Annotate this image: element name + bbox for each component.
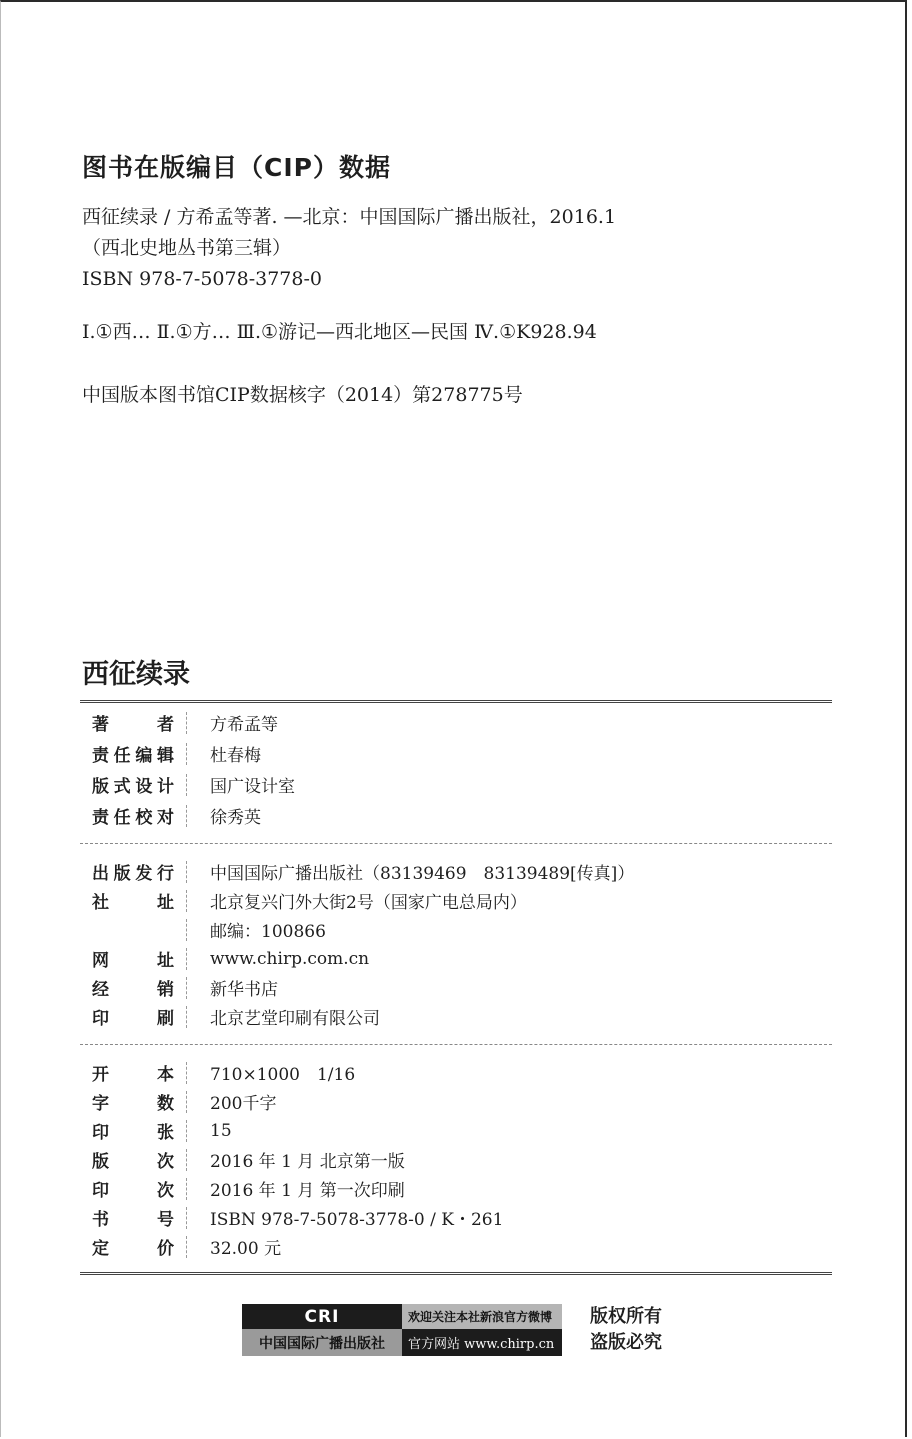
label-char: 发 [135,864,153,884]
cip-isbn-line: ISBN 978-7-5078-3778-0 [82,268,322,290]
website-text: 官方网站 www.chirp.cn [402,1329,562,1356]
info-row [82,915,822,944]
label-char: 社 [92,893,109,913]
label-char: 设 [135,777,153,797]
label-char: 辑 [156,746,174,766]
info-value: 徐秀英 [210,808,261,828]
info-row [82,739,822,768]
info-value: 新华书店 [210,980,278,1000]
info-row [82,1203,822,1232]
info-value: 杜春梅 [210,746,261,766]
label-char: 责 [92,808,109,828]
label-char: 任 [113,808,131,828]
label-separator [186,948,188,970]
label-char: 版 [92,777,109,797]
label-separator [186,1120,188,1142]
info-value: www.chirp.com.cn [210,948,370,969]
cip-classification-line: Ⅰ.①西… Ⅱ.①方… Ⅲ.①游记—西北地区—民国 Ⅳ.①K928.94 [82,321,597,343]
label-char: 字 [92,1094,109,1114]
label-separator [186,1178,188,1200]
label-char: 经 [92,980,109,1000]
label-char: 计 [156,777,174,797]
info-label [82,1004,174,1029]
label-char: 编 [135,746,153,766]
info-value: 北京复兴门外大街2号（国家广电总局内） [210,893,527,913]
label-separator [186,805,188,827]
publisher-logo [242,1304,402,1356]
label-char: 开 [92,1065,109,1085]
info-label [82,975,174,1000]
cip-title-line: 西征续录 / 方希孟等著. —北京：中国国际广播出版社，2016.1 [82,206,617,228]
info-label [82,946,174,971]
info-row [82,944,822,973]
label-separator [186,743,188,765]
label-char: 书 [92,1210,109,1230]
label-char: 者 [157,715,174,735]
info-value: 方希孟等 [210,715,278,735]
label-char: 本 [157,1065,174,1085]
info-value: 15 [210,1120,232,1141]
piracy-line: 盗版必究 [590,1332,662,1353]
info-row [82,1232,822,1261]
label-separator [186,1062,188,1084]
label-separator [186,919,188,941]
rights-line: 版权所有 [590,1306,662,1327]
label-char: 行 [156,864,174,884]
label-separator [186,890,188,912]
info-value: 中国国际广播出版社（83139469 83139489[传真]） [210,864,635,884]
info-label [82,1118,174,1143]
label-char: 价 [157,1239,174,1259]
label-char: 数 [157,1094,174,1114]
info-value: 2016 年 1 月 第一次印刷 [210,1181,405,1201]
copyright-notice [590,1304,662,1356]
weibo-text: 欢迎关注本社新浪官方微博 [402,1304,562,1329]
info-row [82,801,822,830]
info-row [82,1116,822,1145]
label-char: 址 [157,893,174,913]
bottom-divider [80,1272,832,1278]
label-char: 号 [157,1210,174,1230]
info-label [82,859,174,884]
label-char: 刷 [157,1009,174,1029]
label-char: 出 [92,864,109,884]
info-label [82,710,174,735]
label-separator [186,1236,188,1258]
label-char: 著 [92,715,109,735]
info-row [82,886,822,915]
label-char: 次 [157,1181,174,1201]
label-separator [186,1207,188,1229]
cip-record-number: 中国版本图书馆CIP数据核字（2014）第278775号 [82,384,523,406]
label-char: 址 [157,951,174,971]
info-value: 32.00 元 [210,1239,282,1259]
label-separator [186,1149,188,1171]
info-value: 北京艺堂印刷有限公司 [210,1009,380,1029]
info-row [82,1174,822,1203]
info-row [82,1145,822,1174]
label-separator [186,861,188,883]
info-value: 邮编：100866 [210,922,326,942]
cip-heading: 图书在版编目（CIP）数据 [82,153,391,182]
book-title: 西征续录 [82,659,190,690]
cip-block [82,148,842,411]
info-value: ISBN 978-7-5078-3778-0 / K・261 [210,1210,504,1230]
label-separator [186,977,188,999]
info-row [82,1002,822,1031]
spacer [82,348,842,380]
label-char: 张 [157,1123,174,1143]
info-value: 2016 年 1 月 北京第一版 [210,1152,405,1172]
info-row [82,708,822,737]
label-char: 印 [92,1009,109,1029]
cip-series-line: （西北史地丛书第三辑） [82,237,292,259]
info-label [82,803,174,828]
label-char: 次 [157,1152,174,1172]
label-char: 版 [113,864,131,884]
label-separator [186,1091,188,1113]
spacer [82,295,842,317]
label-char: 版 [92,1152,109,1172]
info-row [82,770,822,799]
weibo-badge [402,1304,562,1356]
footer [242,1304,662,1356]
cri-logo: CRI [242,1304,402,1329]
section-divider [80,1044,832,1045]
label-char: 印 [92,1181,109,1201]
label-char: 校 [135,808,153,828]
info-value: 200千字 [210,1094,277,1114]
section-divider [80,843,832,844]
info-label [82,741,174,766]
label-char: 定 [92,1239,109,1259]
info-label [82,1205,174,1230]
info-row [82,1087,822,1116]
info-row [82,857,822,886]
publisher-logo-text: 中国国际广播出版社 [242,1329,402,1356]
info-row [82,973,822,1002]
info-value: 国广设计室 [210,777,295,797]
label-char: 销 [157,980,174,1000]
title-divider [80,700,832,706]
info-value: 710×1000 1/16 [210,1065,356,1085]
label-char: 式 [113,777,131,797]
info-label [82,1089,174,1114]
label-separator [186,774,188,796]
label-char: 网 [92,951,109,971]
info-row [82,1058,822,1087]
label-char: 任 [113,746,131,766]
info-label [82,888,174,913]
info-label [82,1234,174,1259]
info-label [82,1147,174,1172]
label-char: 责 [92,746,109,766]
info-label [82,1060,174,1085]
info-label [82,1176,174,1201]
info-label [82,772,174,797]
label-separator [186,1006,188,1028]
label-separator [186,712,188,734]
label-char: 对 [156,808,174,828]
label-char: 印 [92,1123,109,1143]
